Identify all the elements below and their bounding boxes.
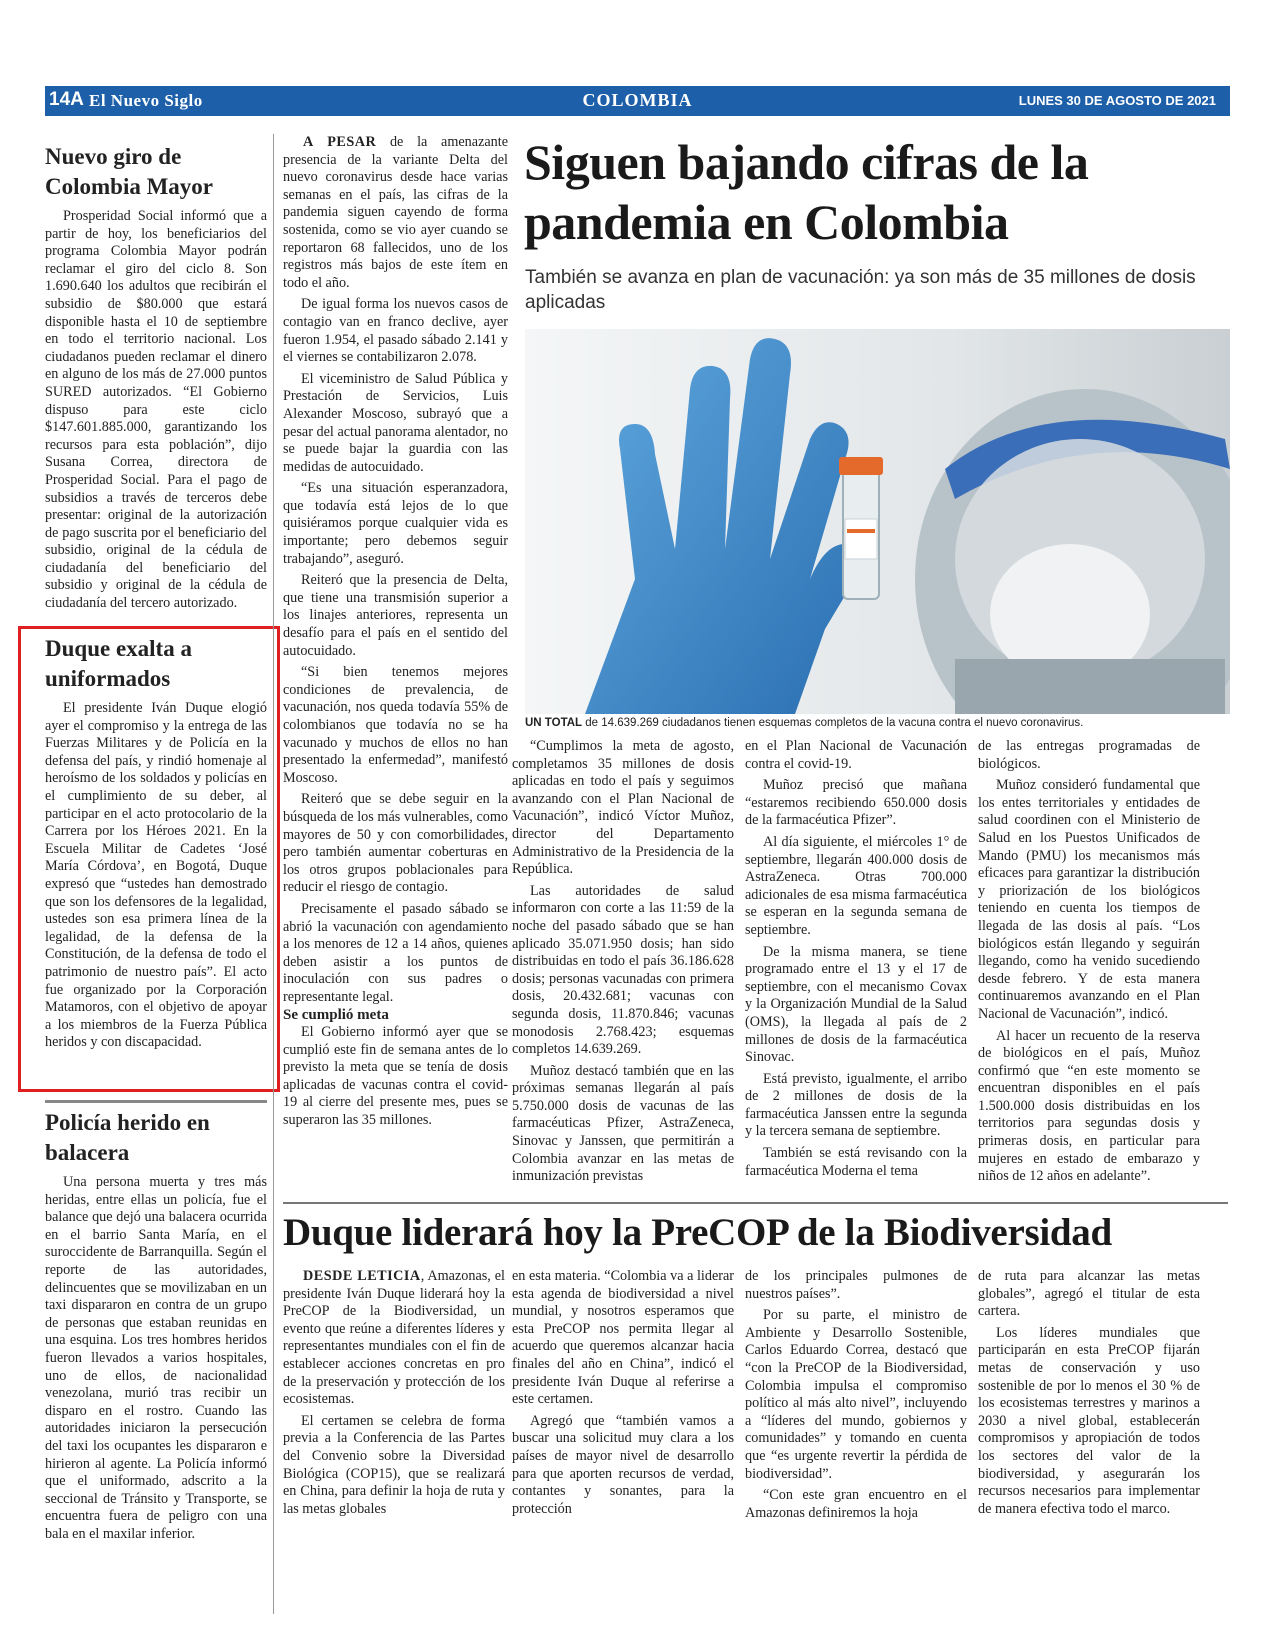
brief-body: Una persona muerta y tres más heridas, entre ellas un policía, fue el balance que dejó una balacera ocurrida en el barrio Santa María, en el suroccidente de Barranquilla. Según el reporte de las autoridades, delincuentes que se movilizaban en un taxi dispararon en contra de un grupo de personas que estaban reunidas en una esquina. Los tres hombres heridos fueron llevados a varios hospitales, uno de ellos, de nacionalidad venezolana, murió tras recibir un disparo en el rostro. Cuando las autoridades iniciaron la persecución del taxi los ocupantes les dispararon e hirieron al agente. La Policía informó que el uniformado, adscrito a la seccional de Tránsito y Transporte, se encuentra fuera de peligro con una bala en el maxilar inferior. — [45, 1174, 267, 1542]
divider — [45, 1100, 267, 1103]
main-headline: Siguen bajando cifras de la pandemia en Colombia — [524, 134, 1089, 250]
article-lead: A PESAR — [303, 134, 377, 150]
main-article-column-4: de las entregas programadas de biológicos. Muñoz consideró fundamental que los entes territoriales y entidades de salud coordinen con el Ministerio de Salud en los Puestos Unificados de Mando (PMU) los mecanismos más eficaces para garantizar la distribución y priorización de los biológicos teniendo en cuenta los tiempos de llegada de las dosis al país. “Los biológicos están llegando y seguirán llegando, como ha venido sucediendo desde febrero. Y de esta manera continuaremos avanzando en el Plan Nacional de Vacunación”, indicó. Al hacer un recuento de la reserva de biológicos en el país, Muñoz confirmó que “en este momento se encuentran disponibles en el país 1.500.000 dosis distribuidas en los territorios para segundas dosis y primeras dosis, en particular para mujeres en estado de embarazo y niños de 12 años en adelante”. — [978, 738, 1200, 1185]
brief-title: Nuevo giro de Colombia Mayor — [45, 144, 214, 199]
article-divider — [283, 1202, 1228, 1204]
main-article-column-2: “Cumplimos la meta de agosto, completamos 35 millones de dosis aplicadas en todo el país y seguimos avanzando con el Plan Nacional de Vacunación”, indicó Víctor Muñoz, director del Departamento Administrativo de la Presidencia de la República. Las autoridades de salud informaron con corte a las 11:59 de la noche del pasado sábado que se han aplicado 35.071.950 dosis; han sido distribuidas en todo el país 36.186.628 dosis; personas vacunadas con primera dosis, 20.432.681; vacunas con segunda dosis, 11.870.846; vacunas monodosis 2.768.423; esquemas completos 14.639.269. Muñoz destacó también que en las próximas semanas llegarán al país 5.750.000 dosis de vacunas de las farmacéuticas Pfizer, AstraZeneca, Sinovac y Janssen, que permitirán a Colombia avanzar en las metas de inmunización previstas — [512, 738, 734, 1185]
main-article-column-3: en el Plan Nacional de Vacunación contra el covid-19. Muñoz precisó que mañana “estaremos recibiendo 650.000 dosis de la farmacéutica Pfizer”. Al día siguiente, el miércoles 1° de septiembre, llegarán 400.000 dosis de AstraZeneca. Otras 700.000 adicionales de esa misma farmacéutica se esperan en la segunda semana de septiembre. De la misma manera, se tiene programado entre el 13 y el 17 de septiembre, con el mecanismo Covax y la Organización Mundial de la Salud (OMS), la llegada al país de 2 millones de dosis de la farmacéutica Sinovac. Está previsto, igualmente, el arribo de 2 millones de dosis de la farmacéutica Janssen entre la segunda y la tercera semana de septiembre. También se está revisando con la farmacéutica Moderna el tema — [745, 738, 967, 1179]
column-divider — [273, 134, 274, 1614]
brief-body: Prosperidad Social informó que a partir de hoy, los beneficiarios del programa Colombia Mayor podrán reclamar el giro del ciclo 8. Son 1.690.640 los adultos que recibirán el subsidio de $80.000 que estará disponible hasta el 10 de septiembre en todo el territorio nacional. Los ciudadanos pueden reclamar el dinero en alguno de los más de 27.000 puntos SURED autorizados. “El Gobierno dispuso para este ciclo $147.601.885.000, garantizando los recursos para esta población”, dijo Susana Correa, directora de Prosperidad Social. Para el pago de subsidios a través de terceros debe presentar: original de la autorización de pago suscrita por el beneficiario del subsidio, original de la cédula de ciudadanía del beneficiario del subsidio y original de la cédula de ciudadanía del tercero autorizado. — [45, 208, 267, 612]
brief-colombia-mayor — [45, 142, 267, 613]
article-subhead: Se cumplió meta — [283, 1006, 389, 1023]
main-article-column-1: A PESAR de la amenazante presencia de la variante Delta del nuevo coronavirus desde hace varias semanas en el país, las cifras de la pandemia siguen cayendo de forma sostenida, como se vio ayer cuando se reportaron 68 fallecidos, uno de los registros más bajos de este ítem en todo el año. De igual forma los nuevos casos de contagio van en franco declive, ayer fueron 1.954, el pasado sábado 2.141 y el viernes se contabilizaron 2.078. El viceministro de Salud Pública y Prestación de Servicios, Luis Alexander Moscoso, subrayó que a pesar del actual panorama alentador, no se puede bajar la guardia con las medidas de autocuidado. “Es una situación esperanzadora, que todavía está lejos de lo que quisiéramos porque cualquier vida es importante; pero debemos seguir trabajando”, aseguró. Reiteró que la presencia de Delta, que tiene una transmisión superior a los linajes anteriores, representa un desafío para el país en el sentido del autocuidado. “Si bien tenemos mejores condiciones de prevalencia, de vacunación, nos queda todavía 55% de colombianos que todavía no se ha vacunado y muchos de ellos no han presentado la enfermedad”, manifestó Moscoso. Reiteró que se debe seguir en la búsqueda de los más vulnerables, como mayores de 50 y con comorbilidades, pero también aumentar coberturas en los otros grupos poblacionales para reducir el riesgo de contagio. Precisamente el pasado sábado se abrió la vacunación con agendamiento a los menores de 12 a 14 años, quienes deben asistir a los puntos de inoculación con sus padres o representante legal. Se cumplió meta El Gobierno informó ayer que se cumplió este fin de semana antes de lo previsto la meta que se tenía de dosis aplicadas de vacunas contra el covid-19 al cierre del presente mes, pues se superaron las 35 millones. — [283, 134, 508, 1129]
second-headline: Duque liderará hoy la PreCOP de la Biodiversidad — [283, 1211, 1112, 1254]
second-article-column-1: DESDE LETICIA, Amazonas, el presidente Iván Duque liderará hoy la PreCOP de la Biodiversidad, un evento que reúne a diferentes líderes y representantes mundiales con el fin de establecer acciones concretas en pro de la preservación y protección de los ecosistemas. El certamen se celebra de forma previa a la Conferencia de las Partes del Convenio sobre la Diversidad Biológica (COP15), que se realizará en China, para definir la hoja de ruta y las metas globales — [283, 1268, 506, 1517]
section-header-bar — [45, 86, 1230, 116]
brief-policia-herido — [45, 1108, 267, 1543]
brief-title: Policía herido en balacera — [45, 1110, 210, 1165]
article-lead: DESDE LETICIA — [303, 1268, 421, 1284]
second-article-column-2: en esta materia. “Colombia va a liderar esta agenda de biodiversidad a nivel mundial, y nosotros esperamos que esta PreCOP nos permita llegar al acuerdo que queremos alcanzar hacia finales del año en China”, indicó el presidente Iván Duque al referirse a este certamen. Agregó que “también vamos a buscar una solicitud muy clara a los países de mayor nivel de desarrollo para que aporten recursos de verdad, contantes y sonantes, para la protección — [512, 1268, 734, 1517]
second-article-column-3: de los principales pulmones de nuestros países”. Por su parte, el ministro de Ambiente y Desarrollo Sostenible, Carlos Eduardo Correa, destacó que “con la PreCOP de la Biodiversidad, Colombia impulsa el compromiso político al más alto nivel”, incluyendo a “líderes del mundo, gobiernos y comunidades” y tomando en cuenta que “es urgente revertir la pérdida de biodiversidad”. “Con este gran encuentro en el Amazonas definiremos la hoja — [745, 1268, 967, 1521]
section-name: COLOMBIA — [582, 90, 693, 110]
main-subheadline: También se avanza en plan de vacunación: ya son más de 35 millones de dosis aplicadas — [525, 267, 1196, 313]
photo-caption: UN TOTAL de 14.639.269 ciudadanos tienen esquemas completos de la vacuna contra el nuevo coronavirus. — [525, 717, 1084, 729]
brief-duque-uniformados — [45, 634, 267, 1052]
brief-body: El presidente Iván Duque elogió ayer el compromiso y la entrega de las Fuerzas Militares y de Policía en la defensa del país, y rindió homenaje al heroísmo de los soldados y policías en el cumplimiento de su deber, al participar en el acto protocolario de la Carrera por los Héroes 2021. En la Escuela Militar de Cadetes ‘José María Córdova’, en Bogotá, Duque expresó que “ustedes han demostrado que son los defensores de la legalidad, ustedes son esa primera línea de la legalidad, de la defensa de la Constitución, de la defensa de todo el patrimonio de nuestro país”. El acto fue organizado por la Corporación Matamoros, con el objetivo de apoyar a los miembros de la Fuerza Pública heridos y con discapacidad. — [45, 700, 267, 1051]
vaccine-photo — [525, 329, 1230, 714]
issue-date: LUNES 30 DE AGOSTO DE 2021 — [1018, 93, 1216, 108]
second-article-column-4: de ruta para alcanzar las metas globales”, agregó el titular de esta cartera. Los líderes mundiales que participarán en esta PreCOP fijarán metas de conservación y uso sostenible de por lo menos el 30 % de los ecosistemas terrestres y marinos a 2030 a nivel global, establecerán compromisos y apropiación de todos los sectores del valor de la biodiversidad, y asegurarán los recursos necesarios para implementar de manera efectiva todo el marco. — [978, 1268, 1200, 1517]
newspaper-logo: El Nuevo Siglo — [89, 91, 203, 110]
brief-title: Duque exalta a uniformados — [45, 636, 192, 691]
caption-lead: UN TOTAL — [525, 717, 583, 729]
page-number: 14A — [49, 89, 84, 110]
